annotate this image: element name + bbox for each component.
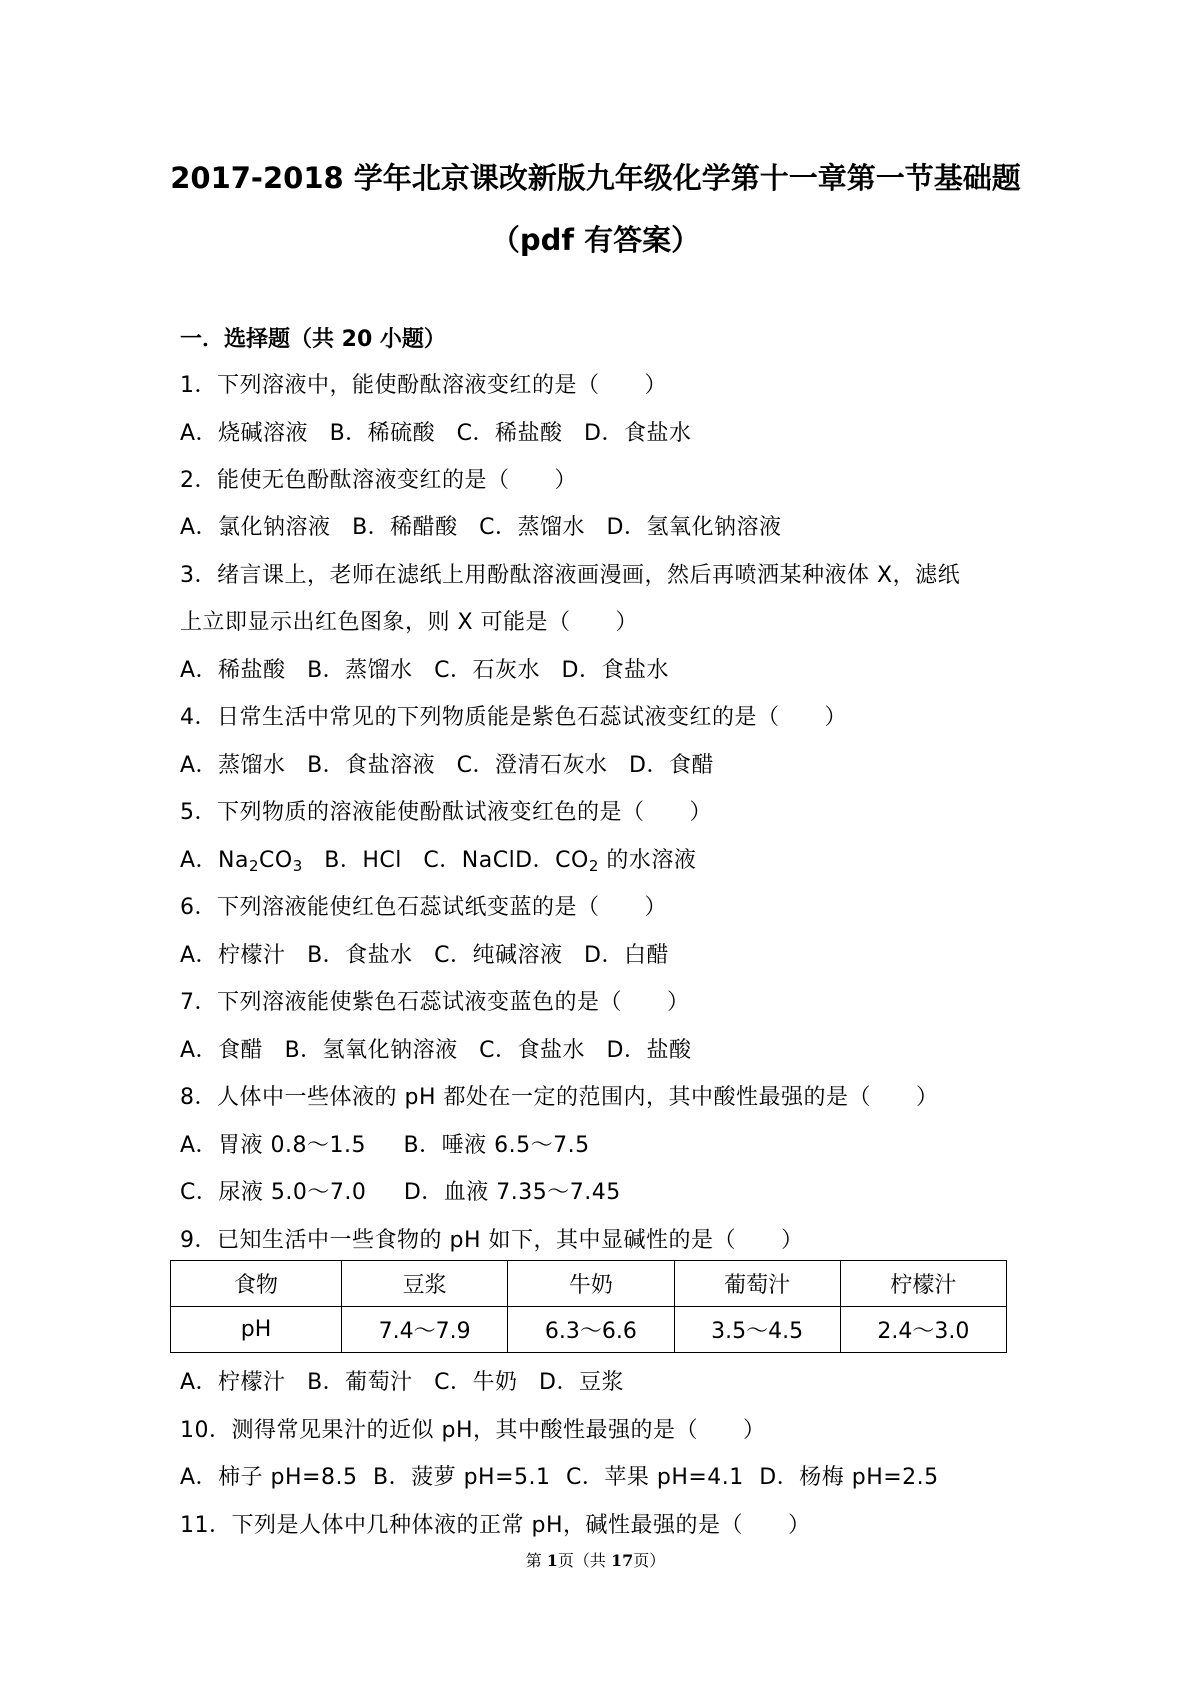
option-a: A．食醋	[180, 1038, 264, 1063]
option-d: D．食盐水	[584, 421, 692, 446]
option-a: A．柠檬汁	[180, 943, 286, 968]
option-b: B．葡萄汁	[307, 1370, 413, 1395]
option-c-d: C．NaClD．$CO_2$ 的水溶液	[423, 848, 697, 875]
question-3-stem: 3．绪言课上，老师在滤纸上用酚酞溶液画漫画，然后再喷洒某种液体 X，滤纸	[180, 563, 961, 588]
option-c: C．澄清石灰水	[456, 753, 608, 778]
table-cell: 牛奶	[508, 1261, 674, 1307]
table-cell: 6.3～6.6	[508, 1307, 674, 1353]
footer-suffix: 页）	[633, 1551, 666, 1570]
question-6-stem: 6．下列溶液能使红色石蕊试纸变蓝的是（ ）	[180, 895, 667, 920]
question-10-options	[180, 1462, 953, 1494]
footer-prefix: 第	[525, 1551, 547, 1570]
question-1-options	[180, 418, 705, 450]
question-3-options	[180, 655, 683, 687]
option-c: C．食盐水	[479, 1038, 586, 1063]
table-cell: 食物	[171, 1261, 342, 1307]
question-8-options-row2	[180, 1177, 635, 1209]
option-a: A．氯化钠溶液	[180, 515, 331, 540]
option-a: A．柠檬汁	[180, 1370, 286, 1395]
option-b: B．HCl	[324, 848, 402, 873]
table-row	[171, 1307, 1007, 1353]
option-b: B．食盐水	[307, 943, 413, 968]
question-5-options	[180, 845, 710, 877]
question-1-stem: 1．下列溶液中，能使酚酞溶液变红的是（ ）	[180, 373, 667, 398]
document-title-line1: 2017-2018 学年北京课改新版九年级化学第十一章第一节基础题	[170, 161, 1021, 195]
footer-total-pages: 17	[611, 1551, 634, 1570]
question-2-options	[180, 512, 795, 544]
table-cell: 7.4～7.9	[342, 1307, 508, 1353]
question-8-options-row1	[180, 1130, 604, 1162]
option-c: C．尿液 5.0～7.0	[180, 1180, 367, 1205]
option-a: A．稀盐酸	[180, 658, 286, 683]
question-9-options	[180, 1367, 638, 1399]
option-c: C．石灰水	[434, 658, 541, 683]
table-cell: 3.5～4.5	[674, 1307, 840, 1353]
option-c: C．牛奶	[434, 1370, 518, 1395]
option-a: A．柿子 pH=8.5	[180, 1465, 358, 1490]
option-a: A．烧碱溶液	[180, 421, 309, 446]
section-heading: 一．选择题（共 20 小题）	[180, 327, 446, 352]
option-d: D．食醋	[629, 753, 714, 778]
option-d: D．白醋	[584, 943, 669, 968]
table-cell: pH	[171, 1307, 342, 1353]
option-c: C．蒸馏水	[479, 515, 586, 540]
option-b: B．氢氧化钠溶液	[284, 1038, 458, 1063]
question-6-options	[180, 940, 683, 972]
table-cell: 葡萄汁	[674, 1261, 840, 1307]
question-3-stem-cont: 上立即显示出红色图象，则 X 可能是（ ）	[180, 610, 639, 635]
question-10-stem: 10．测得常见果汁的近似 pH，其中酸性最强的是（ ）	[180, 1418, 766, 1443]
option-d: D．食盐水	[561, 658, 669, 683]
option-d: D．盐酸	[606, 1038, 692, 1063]
option-a: A．$Na_2CO_3$	[180, 848, 303, 875]
question-7-options	[180, 1035, 705, 1067]
option-a: A．胃液 0.8～1.5	[180, 1133, 367, 1158]
table-cell: 柠檬汁	[840, 1261, 1006, 1307]
question-9-stem: 9．已知生活中一些食物的 pH 如下，其中显碱性的是（ ）	[180, 1228, 804, 1253]
option-b: B．稀硫酸	[329, 421, 436, 446]
question-11-stem: 11．下列是人体中几种体液的正常 pH，碱性最强的是（ ）	[180, 1513, 811, 1538]
option-b: B．菠萝 pH=5.1	[372, 1465, 551, 1490]
option-b: B．食盐溶液	[307, 753, 436, 778]
question-5-stem: 5．下列物质的溶液能使酚酞试液变红色的是（ ）	[180, 800, 712, 825]
table-header-row	[171, 1261, 1007, 1307]
option-c: C．苹果 pH=4.1	[566, 1465, 744, 1490]
option-b: B．稀醋酸	[352, 515, 458, 540]
option-a: A．蒸馏水	[180, 753, 286, 778]
option-d: D．豆浆	[539, 1370, 624, 1395]
option-d: D．杨梅 pH=2.5	[759, 1465, 939, 1490]
option-b: B．蒸馏水	[307, 658, 413, 683]
question-4-stem: 4．日常生活中常见的下列物质能是紫色石蕊试液变红的是（ ）	[180, 705, 847, 730]
option-c: C．纯碱溶液	[434, 943, 563, 968]
question-8-stem: 8．人体中一些体液的 pH 都处在一定的范围内，其中酸性最强的是（ ）	[180, 1085, 939, 1110]
footer-page-number: 1	[546, 1551, 558, 1570]
table-cell: 豆浆	[342, 1261, 508, 1307]
document-title-line2: （pdf 有答案）	[490, 223, 701, 257]
question-4-options	[180, 750, 728, 782]
option-c: C．稀盐酸	[456, 421, 563, 446]
question-7-stem: 7．下列溶液能使紫色石蕊试液变蓝色的是（ ）	[180, 990, 690, 1015]
option-b: B．唾液 6.5～7.5	[403, 1133, 590, 1158]
question-2-stem: 2．能使无色酚酞溶液变红的是（ ）	[180, 468, 577, 493]
table-cell: 2.4～3.0	[840, 1307, 1006, 1353]
ph-table	[170, 1260, 1007, 1353]
option-d: D．氢氧化钠溶液	[606, 515, 782, 540]
footer-mid: 页（共	[557, 1551, 612, 1570]
option-d: D．血液 7.35～7.45	[403, 1180, 621, 1205]
page-footer	[0, 1548, 1191, 1571]
